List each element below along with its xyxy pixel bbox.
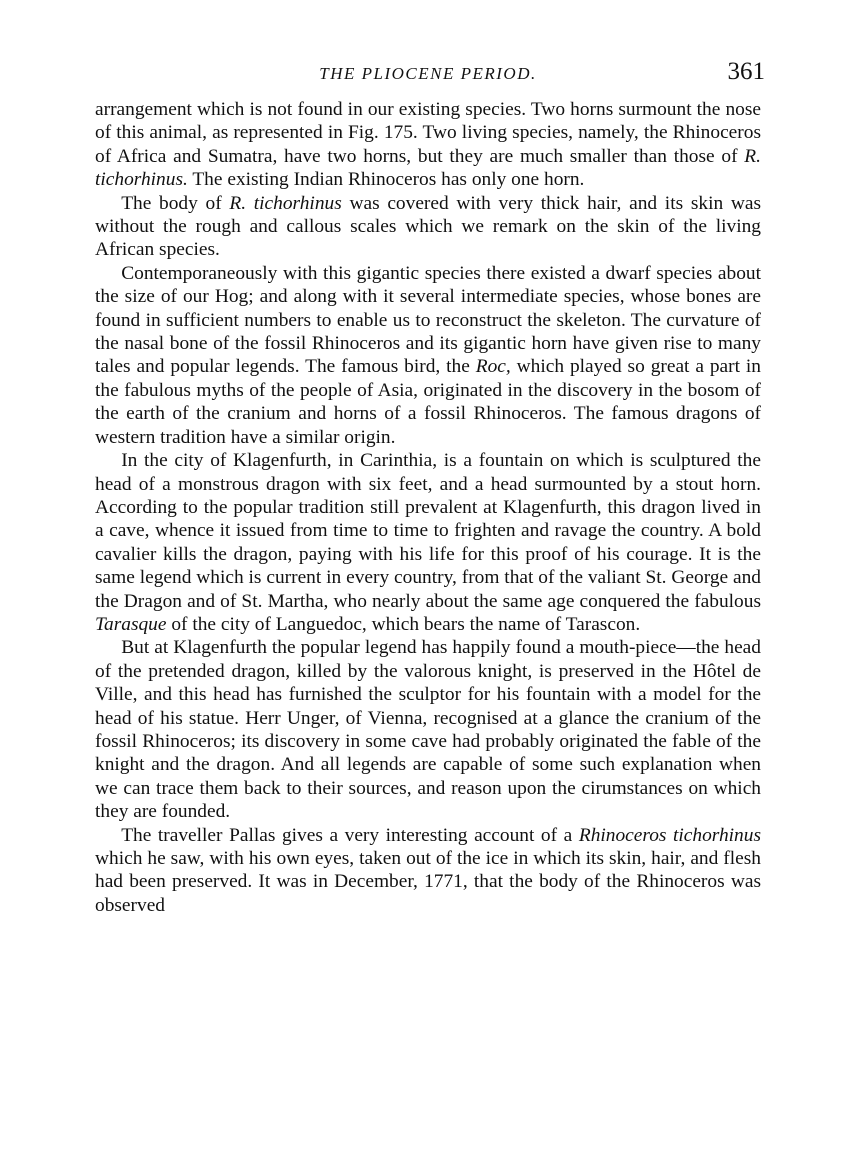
paragraph	[95, 262, 761, 449]
text-run: But at Klagenfurth the popular legend has happily found a mouth-piece—the head of the pretended dragon, killed by the valorous knight, is preserved in the Hôtel de Ville, and this head has furnished the sculptor for his fountain with a model for the head of his statue. Herr Unger, of Vienna, recognised at a glance the cranium of the fossil Rhinoceros; its discovery in some cave had probably originated the fable of the knight and the dragon. And all legends are capable of some such explanation when we can trace them back to their sources, and reason upon the cirumstances on which they are founded.	[95, 637, 761, 823]
running-head	[95, 58, 765, 98]
italic-text-run: Tarasque	[95, 613, 167, 635]
italic-text-run: Roc,	[475, 356, 511, 378]
running-title: THE PLIOCENE PERIOD.	[319, 64, 537, 83]
book-page	[95, 58, 765, 917]
paragraph	[95, 824, 761, 918]
text-run: was covered with very thick hair, and its skin was without the rough and callous scales which we remark on the skin of the living African species.	[95, 192, 762, 261]
italic-text-run: R. tichorhinus	[229, 192, 342, 214]
italic-text-run: R. tichorhinus.	[95, 145, 761, 191]
text-run: The body of	[121, 192, 230, 214]
text-run: The existing Indian Rhinoceros has only one horn.	[187, 169, 585, 191]
text-run: In the city of Klagenfurth, in Carinthia, is a fountain on which is sculptured the head of a monstrous dragon with six feet, and a head surmounted by a stout horn. According to the popular tradition still prevalent at Klagenfurth, this dragon lived in a cave, whence it issued from time to time to frighten and ravage the country. A bold cavalier kills the dragon, paying with his life for this proof of his courage. It is the same legend which is current in every country, from that of the valiant St. George and the Dragon and of St. Martha, who nearly about the same age conquered the fabulous	[95, 450, 761, 612]
italic-text-run: Rhinoceros tichorhinus	[578, 824, 761, 846]
paragraph	[95, 98, 761, 192]
text-run: which he saw, with his own eyes, taken out of the ice in which its skin, hair, and flesh had been preserved. It was in December, 1771, that the body of the Rhinoceros was observed	[95, 848, 761, 916]
paragraph	[95, 192, 761, 262]
text-run: Contemporaneously with this gigantic species there existed a dwarf species about the size of our Hog; and along with it several intermediate species, whose bones are found in sufficient numbers to enable us to reconstruct the skeleton. The curvature of the nasal bone of the fossil Rhinoceros and its gigantic horn have given rise to many tales and popular legends. The famous bird, the	[95, 262, 761, 378]
text-run: which played so great a part in the fabulous myths of the people of Asia, originated in the discovery in the bosom of the earth of the cranium and horns of a fossil Rhinoceros. The famous dragons of western tradition have a similar origin.	[95, 356, 761, 448]
paragraph	[95, 636, 761, 823]
page-number: 361	[727, 58, 765, 85]
text-run: The traveller Pallas gives a very interesting account of a	[121, 824, 579, 846]
body-text	[95, 98, 761, 917]
paragraph	[95, 449, 761, 636]
text-run: arrangement which is not found in our existing species. Two horns surmount the nose of this animal, as represented in Fig. 175. Two living species, namely, the Rhinoceros of Africa and Sumatra, have two horns, but they are much smaller than those of	[95, 99, 761, 167]
text-run: of the city of Languedoc, which bears the name of Tarascon.	[166, 613, 641, 635]
